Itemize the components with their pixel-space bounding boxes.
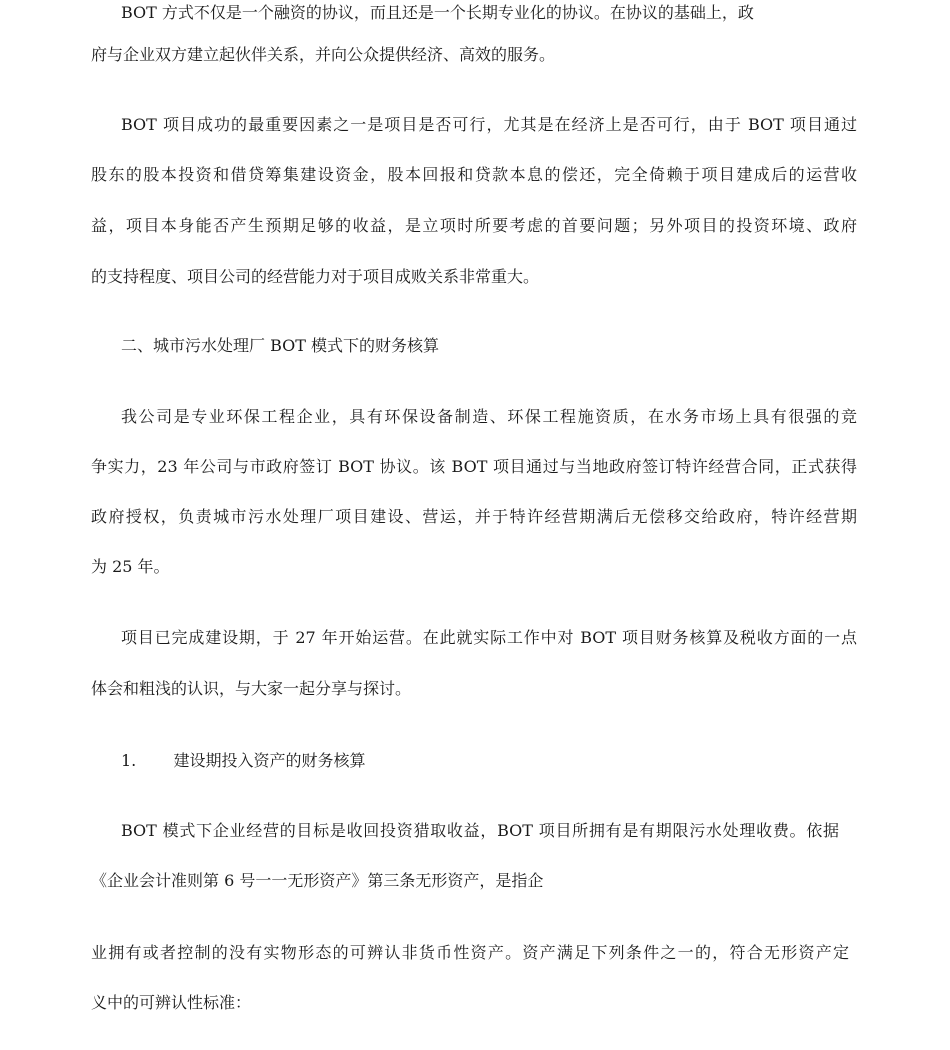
paragraph-2-line-4: 的支持程度、项目公司的经营能力对于项目成败关系非常重大。 [91,267,540,286]
paragraph-2-line-3: 益，项目本身能否产生预期足够的收益，是立项时所要考虑的首要问题；另外项目的投资环境、政府 [91,216,857,235]
paragraph-5-line-1: BOT 模式下企业经营的目标是收回投资猎取收益，BOT 项目所拥有是有期限污水处理收费。依据 [121,821,839,840]
paragraph-3-line-1: 我公司是专业环保工程企业，具有环保设备制造、环保工程施资质，在水务市场上具有很强的竞 [121,407,857,426]
subsection-number: 1. [121,751,137,770]
paragraph-4-line-1: 项目已完成建设期，于 27 年开始运营。在此就实际工作中对 BOT 项目财务核算及税收方面的一点 [121,628,857,647]
paragraph-2-line-1: BOT 项目成功的最重要因素之一是项目是否可行，尤其是在经济上是否可行，由于 BOT 项目通过 [121,115,857,134]
subsection-heading [121,751,365,771]
paragraph-4-line-2: 体会和粗浅的认识，与大家一起分享与探讨。 [91,679,412,698]
paragraph-2-line-2: 股东的股本投资和借贷筹集建设资金，股本回报和贷款本息的偿还，完全倚赖于项目建成后的运营收 [91,165,857,184]
paragraph-6-line-1: 业拥有或者控制的没有实物形态的可辨认非货币性资产。资产满足下列条件之一的，符合无形资产定 [91,943,849,962]
paragraph-3-line-4: 为 25 年。 [91,557,170,576]
paragraph-3-line-2: 争实力，23 年公司与市政府签订 BOT 协议。该 BOT 项目通过与当地政府签订特许经营合同，正式获得 [91,457,857,476]
paragraph-6-line-2: 义中的可辨认性标准： [91,993,252,1012]
paragraph-1-line-1: BOT 方式不仅是一个融资的协议，而且还是一个长期专业化的协议。在协议的基础上，政 [121,3,754,22]
section-heading-2: 二、城市污水处理厂 BOT 模式下的财务核算 [121,336,440,355]
paragraph-5-line-2: 《企业会计准则第 6 号一一无形资产》第三条无形资产，是指企 [91,871,544,890]
paragraph-3-line-3: 政府授权，负责城市污水处理厂项目建设、营运，并于特许经营期满后无偿移交给政府，特许经营期 [91,507,857,526]
paragraph-1-line-2: 府与企业双方建立起伙伴关系，并向公众提供经济、高效的服务。 [91,45,556,64]
subsection-title: 建设期投入资产的财务核算 [173,751,366,770]
